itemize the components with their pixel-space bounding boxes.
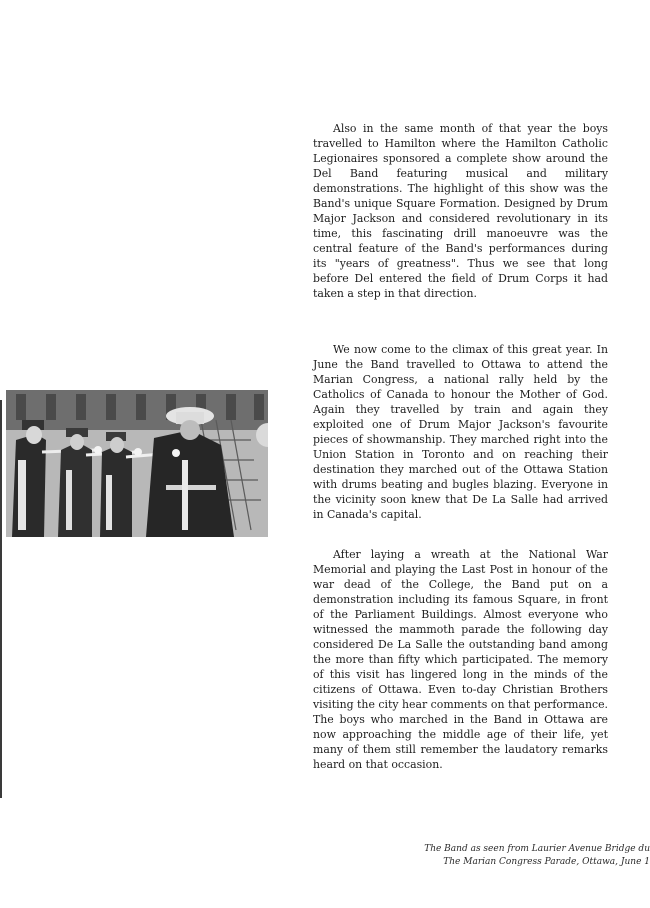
band-photo — [6, 390, 268, 537]
paragraph-hamilton: Also in the same month of that year the boys travelled to Hamilton where the Hamilton Catholic Legionaires sponsored a complete show around the Del Band featuring musical and military demonstrations. The highlight of this show was the Band's unique Square Formation. Designed by Drum Major Jackson and considered revolutionary in its time, this fascinating drill manoeuvre was the central feature of the Band's performances during its "years of greatness". Thus we see that long before Del entered the field of Drum Corps it had taken a step in that direction. — [313, 122, 608, 300]
photo-caption — [390, 843, 650, 869]
page-edge-rule — [0, 400, 2, 798]
paragraph-ottawa-congress: We now come to the climax of this great year. In June the Band travelled to Ottawa to attend the Marian Congress, a national rally held by the Catholics of Canada to honour the Mother of God. Again they travelled by train and again they exploited one of Drum Major Jackson's favourite pieces of showmanship. They marched right into the Union Station in Toronto and on reaching their destination they marched out of the Ottawa Station with drums beating and bugles blazing. Everyone in the vicinity soon knew that De La Salle had arrived in Canada's capital. — [313, 343, 608, 521]
paragraph-war-memorial: After laying a wreath at the National War Memorial and playing the Last Post in honour of the war dead of the College, the Band put on a demonstration including its famous Square, in front of the Parliament Buildings. Almost everyone who witnessed the mammoth parade the following day considered De La Salle the outstanding band among the more than fifty which participated. The memory of this visit has lingered long in the minds of the citizens of Ottawa. Even to-day Christian Brothers visiting the city hear comments on that performance. The boys who marched in the Band in Ottawa are now approaching the middle age of their life, yet many of them still remember the laudatory remarks heard on that occasion. — [313, 548, 608, 771]
caption-line-1: The Band as seen from Laurier Avenue Bridge du — [424, 844, 650, 854]
caption-line-2: The Marian Congress Parade, Ottawa, June 1 — [443, 857, 650, 867]
